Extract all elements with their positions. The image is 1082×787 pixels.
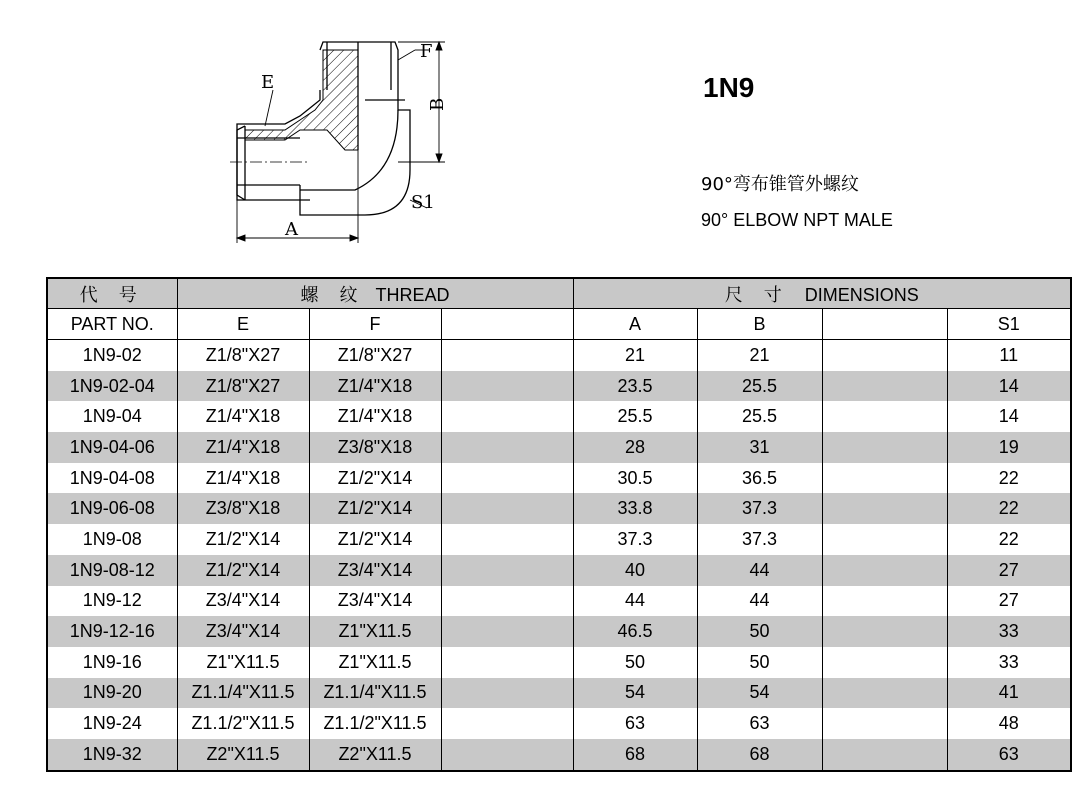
- cell-blank: [822, 432, 947, 463]
- header-blank-1: [441, 309, 573, 340]
- cell-thread-f: Z1"X11.5: [309, 616, 441, 647]
- cell-blank: [441, 493, 573, 524]
- cell-thread-e: Z1.1/2"X11.5: [177, 708, 309, 739]
- cell-blank: [822, 401, 947, 432]
- cell-part-no: 1N9-08-12: [47, 555, 177, 586]
- header-e: E: [177, 309, 309, 340]
- cell-part-no: 1N9-08: [47, 524, 177, 555]
- label-f: F: [420, 41, 433, 62]
- cell-blank: [822, 678, 947, 709]
- cell-dim-b: 36.5: [697, 463, 822, 494]
- cell-thread-f: Z3/4"X14: [309, 555, 441, 586]
- cell-dim-a: 33.8: [573, 493, 697, 524]
- cell-dim-s1: 14: [947, 371, 1071, 402]
- cell-dim-a: 23.5: [573, 371, 697, 402]
- cell-dim-b: 37.3: [697, 493, 822, 524]
- cell-dim-b: 31: [697, 432, 822, 463]
- cell-dim-a: 63: [573, 708, 697, 739]
- cell-dim-s1: 19: [947, 432, 1071, 463]
- table-row: [47, 524, 1071, 555]
- cell-dim-a: 54: [573, 678, 697, 709]
- cell-blank: [441, 371, 573, 402]
- cell-dim-s1: 22: [947, 463, 1071, 494]
- cell-thread-f: Z1/4"X18: [309, 371, 441, 402]
- cell-dim-b: 54: [697, 678, 822, 709]
- header-code-cn: 代 号: [47, 278, 177, 309]
- label-b: B: [427, 97, 448, 111]
- cell-blank: [441, 432, 573, 463]
- cell-part-no: 1N9-24: [47, 708, 177, 739]
- cell-part-no: 1N9-02-04: [47, 371, 177, 402]
- product-description-chinese: 90°弯布锥管外螺纹: [701, 174, 859, 195]
- cell-thread-e: Z3/4"X14: [177, 586, 309, 617]
- cell-blank: [822, 371, 947, 402]
- cell-blank: [822, 555, 947, 586]
- cell-thread-f: Z3/8"X18: [309, 432, 441, 463]
- table-row: [47, 708, 1071, 739]
- cell-blank: [441, 586, 573, 617]
- cell-dim-s1: 27: [947, 586, 1071, 617]
- cell-part-no: 1N9-20: [47, 678, 177, 709]
- cell-part-no: 1N9-12-16: [47, 616, 177, 647]
- cell-dim-s1: 11: [947, 340, 1071, 371]
- cell-blank: [441, 340, 573, 371]
- cell-thread-e: Z1/4"X18: [177, 401, 309, 432]
- cell-dim-b: 44: [697, 586, 822, 617]
- cell-dim-a: 40: [573, 555, 697, 586]
- cell-dim-s1: 41: [947, 678, 1071, 709]
- cell-dim-b: 44: [697, 555, 822, 586]
- cell-thread-f: Z1.1/2"X11.5: [309, 708, 441, 739]
- cell-dim-a: 30.5: [573, 463, 697, 494]
- cell-blank: [441, 647, 573, 678]
- cell-thread-f: Z1"X11.5: [309, 647, 441, 678]
- table-row: [47, 401, 1071, 432]
- cell-thread-e: Z1/8"X27: [177, 340, 309, 371]
- cell-blank: [441, 524, 573, 555]
- cell-dim-a: 28: [573, 432, 697, 463]
- table-row: [47, 340, 1071, 371]
- table-row: [47, 678, 1071, 709]
- cell-part-no: 1N9-04: [47, 401, 177, 432]
- cell-thread-f: Z1/8"X27: [309, 340, 441, 371]
- header-a: A: [573, 309, 697, 340]
- cell-thread-e: Z1/2"X14: [177, 555, 309, 586]
- label-e: E: [261, 72, 275, 93]
- header-b: B: [697, 309, 822, 340]
- cell-part-no: 1N9-32: [47, 739, 177, 771]
- cell-blank: [441, 401, 573, 432]
- product-code: 1N9: [703, 72, 755, 103]
- table-row: [47, 371, 1071, 402]
- cell-blank: [441, 463, 573, 494]
- cell-thread-f: Z1/2"X14: [309, 493, 441, 524]
- table-row: [47, 463, 1071, 494]
- cell-part-no: 1N9-06-08: [47, 493, 177, 524]
- cell-part-no: 1N9-16: [47, 647, 177, 678]
- table-row: [47, 647, 1071, 678]
- cell-dim-b: 68: [697, 739, 822, 771]
- header-row-2: [47, 309, 1071, 340]
- cell-blank: [822, 493, 947, 524]
- cell-thread-e: Z1/4"X18: [177, 463, 309, 494]
- cell-dim-b: 50: [697, 616, 822, 647]
- cell-dim-a: 25.5: [573, 401, 697, 432]
- label-a: A: [285, 219, 298, 240]
- label-s1: S1: [411, 192, 435, 213]
- table-row: [47, 555, 1071, 586]
- cell-dim-s1: 63: [947, 739, 1071, 771]
- cell-blank: [441, 555, 573, 586]
- cell-dim-b: 25.5: [697, 401, 822, 432]
- cell-blank: [822, 340, 947, 371]
- table-row: [47, 586, 1071, 617]
- product-description-english: 90° ELBOW NPT MALE: [701, 210, 893, 230]
- cell-dim-a: 50: [573, 647, 697, 678]
- cell-blank: [822, 647, 947, 678]
- table-row: [47, 493, 1071, 524]
- cell-part-no: 1N9-12: [47, 586, 177, 617]
- cell-thread-e: Z2"X11.5: [177, 739, 309, 771]
- cell-dim-a: 44: [573, 586, 697, 617]
- cell-dim-b: 63: [697, 708, 822, 739]
- cell-dim-b: 37.3: [697, 524, 822, 555]
- cell-dim-s1: 22: [947, 493, 1071, 524]
- cell-dim-s1: 27: [947, 555, 1071, 586]
- cell-thread-e: Z1/8"X27: [177, 371, 309, 402]
- cell-thread-f: Z3/4"X14: [309, 586, 441, 617]
- cell-dim-a: 37.3: [573, 524, 697, 555]
- table-row: [47, 616, 1071, 647]
- header-s1: S1: [947, 309, 1071, 340]
- cell-blank: [822, 739, 947, 771]
- cell-blank: [822, 708, 947, 739]
- cell-blank: [441, 616, 573, 647]
- cell-part-no: 1N9-04-08: [47, 463, 177, 494]
- cell-blank: [822, 586, 947, 617]
- cell-thread-f: Z1/4"X18: [309, 401, 441, 432]
- cell-dim-b: 21: [697, 340, 822, 371]
- cell-blank: [822, 616, 947, 647]
- cell-dim-a: 68: [573, 739, 697, 771]
- cell-thread-e: Z1/2"X14: [177, 524, 309, 555]
- cell-dim-b: 25.5: [697, 371, 822, 402]
- cell-dim-b: 50: [697, 647, 822, 678]
- cell-blank: [441, 678, 573, 709]
- cell-thread-e: Z3/4"X14: [177, 616, 309, 647]
- header-part-no: PART NO.: [47, 309, 177, 340]
- fitting-drawing: [215, 30, 455, 245]
- cell-blank: [441, 708, 573, 739]
- cell-thread-f: Z1.1/4"X11.5: [309, 678, 441, 709]
- cell-dim-s1: 14: [947, 401, 1071, 432]
- cell-thread-f: Z1/2"X14: [309, 524, 441, 555]
- specification-table: [46, 277, 1072, 772]
- header-blank-2: [822, 309, 947, 340]
- cell-dim-s1: 33: [947, 616, 1071, 647]
- cell-dim-s1: 22: [947, 524, 1071, 555]
- header-row-1: [47, 278, 1071, 309]
- cell-blank: [441, 739, 573, 771]
- cell-part-no: 1N9-02: [47, 340, 177, 371]
- header-f: F: [309, 309, 441, 340]
- cell-dim-s1: 33: [947, 647, 1071, 678]
- cell-thread-f: Z2"X11.5: [309, 739, 441, 771]
- cell-thread-e: Z1.1/4"X11.5: [177, 678, 309, 709]
- cell-blank: [822, 524, 947, 555]
- cell-dim-s1: 48: [947, 708, 1071, 739]
- cell-thread-e: Z1/4"X18: [177, 432, 309, 463]
- cell-thread-e: Z1"X11.5: [177, 647, 309, 678]
- header-thread: 螺 纹 THREAD: [177, 278, 573, 309]
- cell-dim-a: 46.5: [573, 616, 697, 647]
- cell-part-no: 1N9-04-06: [47, 432, 177, 463]
- cell-thread-f: Z1/2"X14: [309, 463, 441, 494]
- cell-blank: [822, 463, 947, 494]
- table-row: [47, 432, 1071, 463]
- table-row: [47, 739, 1071, 771]
- cell-dim-a: 21: [573, 340, 697, 371]
- header-dimensions: 尺 寸 DIMENSIONS: [573, 278, 1071, 309]
- cell-thread-e: Z3/8"X18: [177, 493, 309, 524]
